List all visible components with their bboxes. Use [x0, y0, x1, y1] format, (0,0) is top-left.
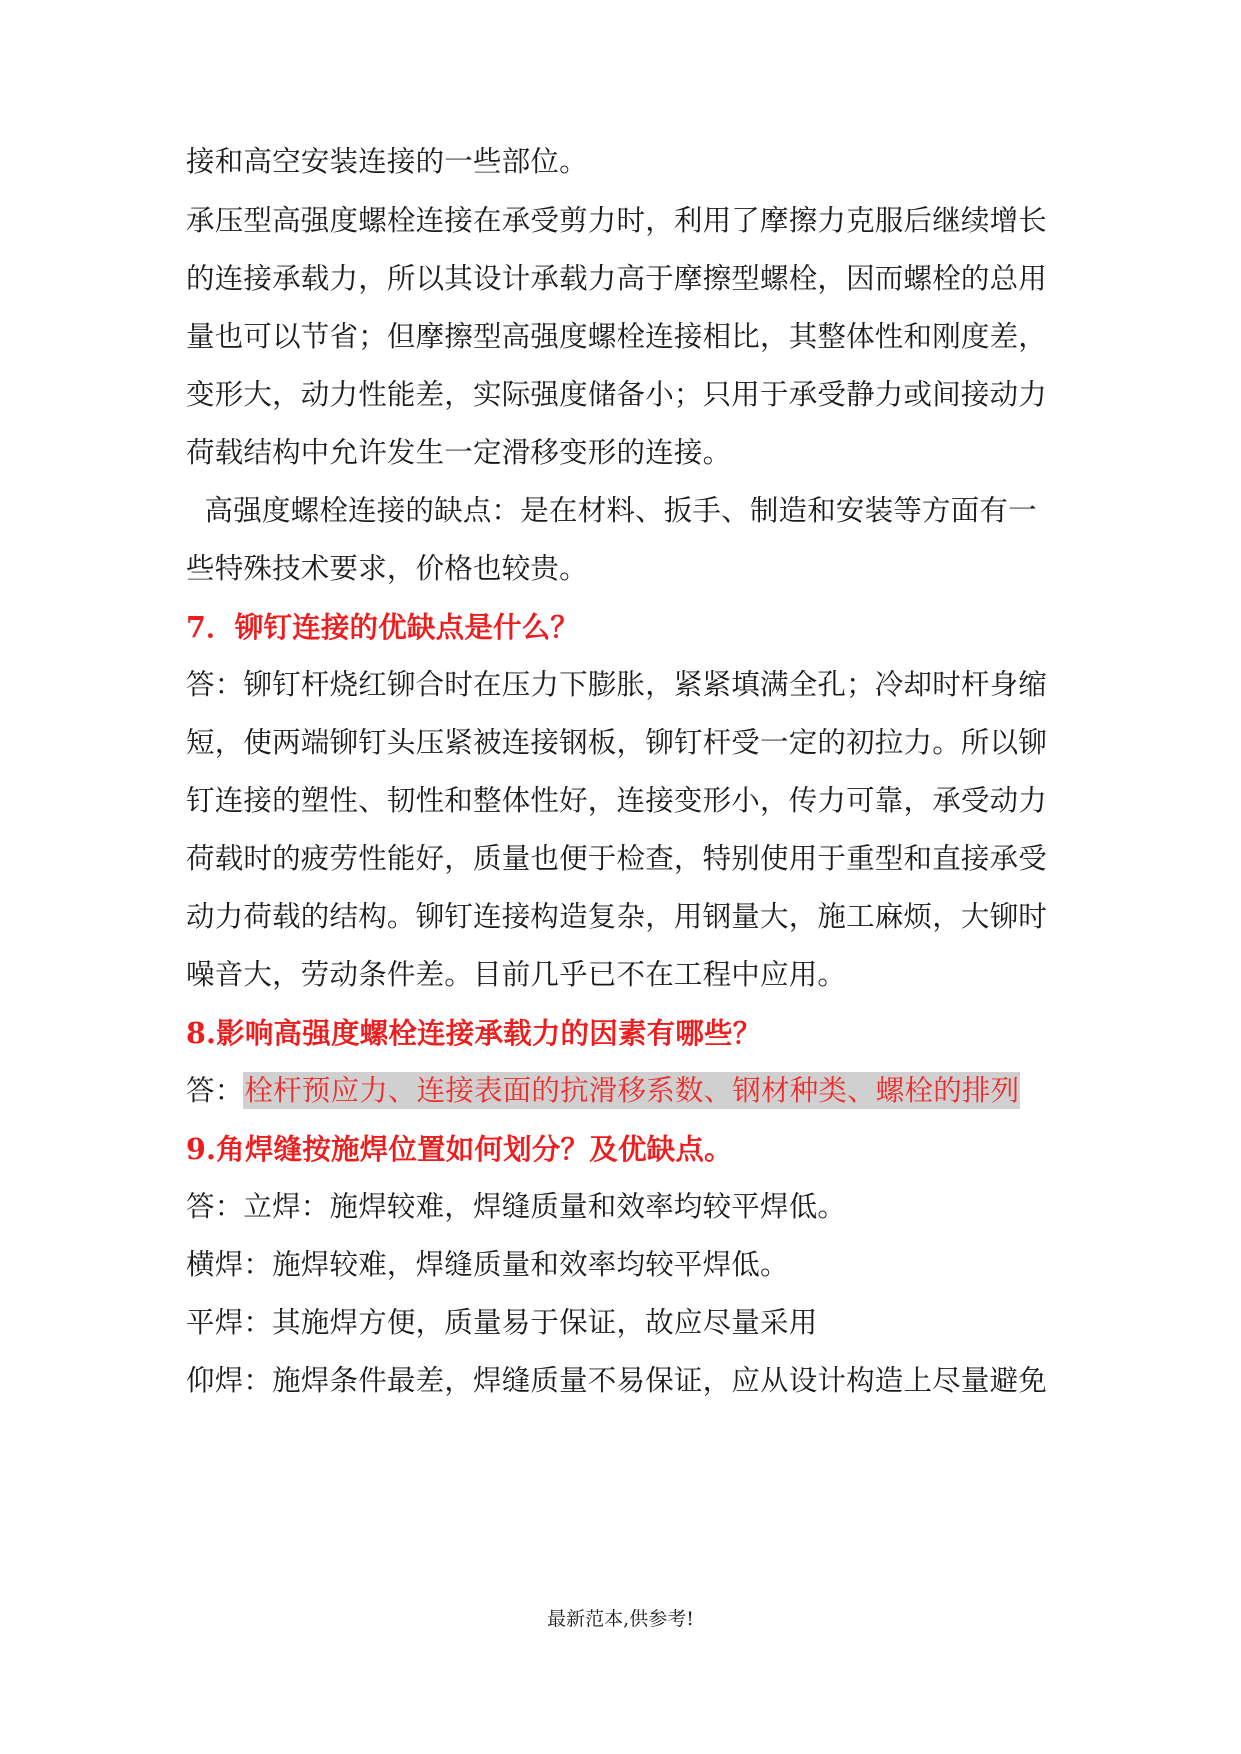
- paragraph-line: 高强度螺栓连接的缺点：是在材料、扳手、制造和安装等方面有一: [186, 494, 1037, 527]
- paragraph-line: 些特殊技术要求，价格也较贵。: [186, 552, 588, 585]
- answer-line: 平焊：其施焊方便，质量易于保证，故应尽量采用: [186, 1306, 818, 1339]
- question-heading-8: 8.影响高强度螺栓连接承载力的因素有哪些？: [186, 1016, 762, 1050]
- question-heading-7: 7．铆钉连接的优缺点是什么？: [186, 610, 580, 644]
- answer-line-8: [186, 1071, 1066, 1111]
- answer-line: 动力荷载的结构。铆钉连接构造复杂，用钢量大，施工麻烦，大铆时: [186, 900, 1048, 933]
- answer-line: 横焊：施焊较难，焊缝质量和效率均较平焊低。: [186, 1248, 789, 1281]
- paragraph-line: 接和高空安装连接的一些部位。: [186, 145, 588, 178]
- question-heading-9: 9.角焊缝按施焊位置如何划分？及优缺点。: [186, 1132, 733, 1166]
- highlighted-answer: 栓杆预应力、连接表面的抗滑移系数、钢材种类、螺栓的排列: [244, 1074, 1020, 1107]
- paragraph-line: 变形大，动力性能差，实际强度储备小；只用于承受静力或间接动力: [186, 378, 1048, 411]
- answer-line: 钉连接的塑性、韧性和整体性好，连接变形小，传力可靠，承受动力: [186, 784, 1048, 817]
- paragraph-line: 荷载结构中允许发生一定滑移变形的连接。: [186, 436, 732, 469]
- answer-line: 噪音大，劳动条件差。目前几乎已不在工程中应用。: [186, 958, 847, 991]
- answer-line: 答：铆钉杆烧红铆合时在压力下膨胀，紧紧填满全孔；冷却时杆身缩: [186, 668, 1048, 701]
- paragraph-line: 承压型高强度螺栓连接在承受剪力时，利用了摩擦力克服后继续增长: [186, 204, 1048, 237]
- answer-line: 答：立焊：施焊较难，焊缝质量和效率均较平焊低。: [186, 1190, 847, 1223]
- paragraph-line: 量也可以节省；但摩擦型高强度螺栓连接相比，其整体性和刚度差，: [186, 320, 1048, 353]
- page-footer: 最新范本,供参考!: [547, 1608, 694, 1630]
- paragraph-line: 的连接承载力，所以其设计承载力高于摩擦型螺栓，因而螺栓的总用: [186, 262, 1048, 295]
- answer-line: 仰焊：施焊条件最差，焊缝质量不易保证，应从设计构造上尽量避免: [186, 1364, 1048, 1397]
- answer-prefix: 答：: [186, 1074, 244, 1107]
- answer-line: 荷载时的疲劳性能好，质量也便于检查，特别使用于重型和直接承受: [186, 842, 1048, 875]
- answer-line: 短，使两端铆钉头压紧被连接钢板，铆钉杆受一定的初拉力。所以铆: [186, 726, 1048, 759]
